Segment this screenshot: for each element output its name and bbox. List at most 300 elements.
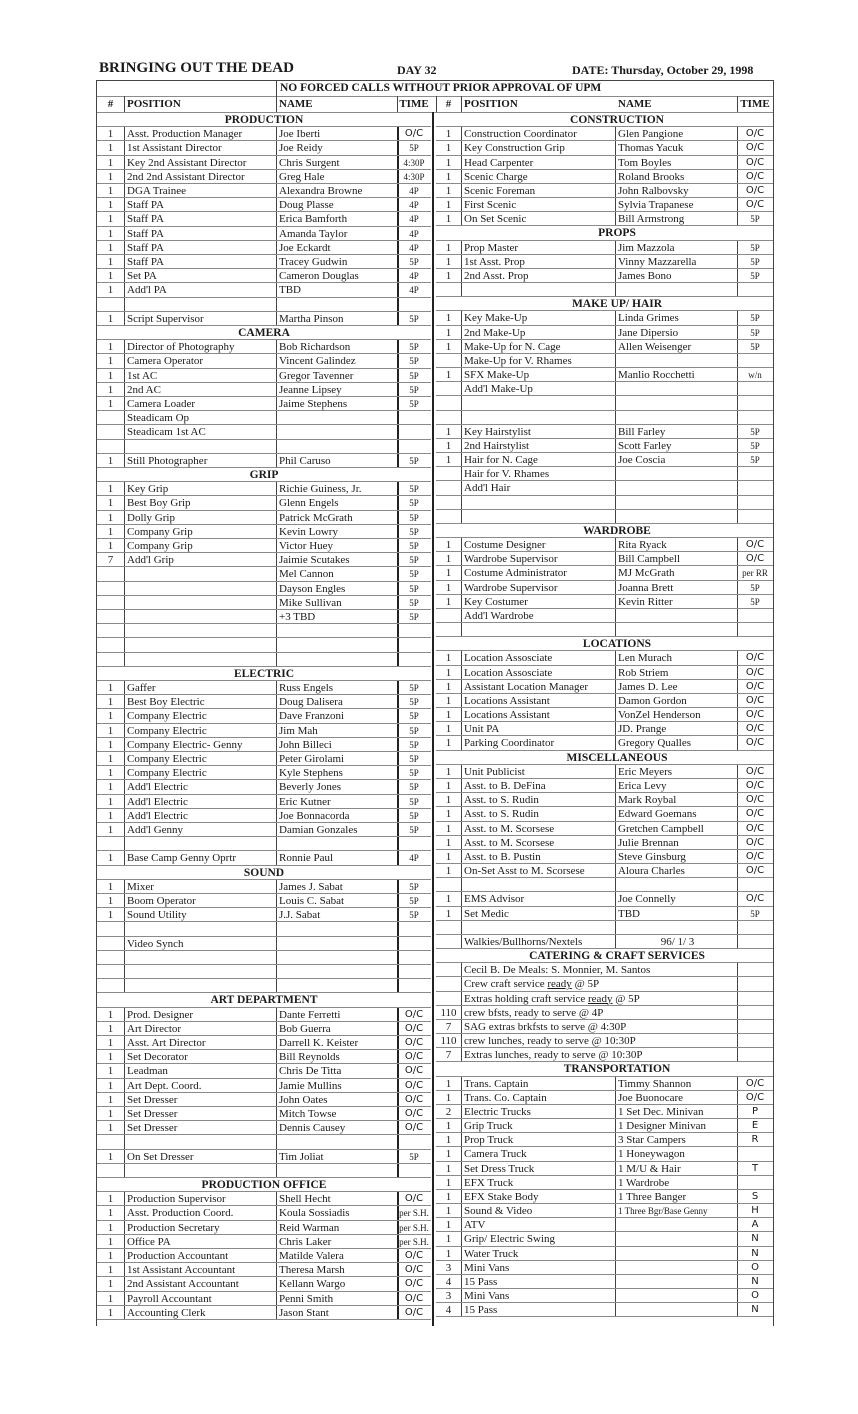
crew-name: Shell Hecht bbox=[279, 1193, 331, 1206]
column-divider bbox=[397, 1093, 399, 1107]
crew-name bbox=[618, 1275, 737, 1289]
crew-name bbox=[279, 965, 397, 979]
crew-position: Construction Coordinator bbox=[464, 128, 577, 141]
column-divider bbox=[615, 892, 616, 906]
crew-position: 2nd Hairstylist bbox=[464, 439, 530, 452]
crew-count bbox=[436, 609, 461, 623]
crew-name bbox=[618, 623, 737, 637]
call-time: T bbox=[751, 1162, 759, 1174]
column-divider bbox=[461, 807, 462, 821]
call-time: O/C bbox=[745, 794, 765, 806]
crew-name: Peter Girolami bbox=[279, 753, 345, 765]
column-divider bbox=[276, 525, 277, 539]
column-divider bbox=[276, 1249, 277, 1263]
crew-count: 1 bbox=[107, 1193, 114, 1206]
column-divider bbox=[737, 127, 738, 141]
call-time bbox=[737, 496, 773, 510]
column-divider bbox=[615, 326, 616, 340]
crew-row bbox=[436, 765, 773, 779]
column-divider bbox=[124, 724, 125, 738]
column-divider bbox=[124, 766, 125, 780]
column-divider bbox=[461, 1034, 462, 1048]
column-divider bbox=[124, 241, 125, 255]
crew-count: 1 bbox=[445, 1077, 452, 1090]
column-divider bbox=[737, 382, 738, 396]
column-divider bbox=[461, 1190, 462, 1204]
crew-name: Jim Mazzola bbox=[618, 241, 675, 254]
crew-row bbox=[97, 454, 431, 468]
crew-name: 1 Set Dec. Minivan bbox=[618, 1105, 704, 1118]
call-time: O/C bbox=[404, 128, 424, 140]
crew-row bbox=[436, 1275, 773, 1289]
crew-name: Erica Bamforth bbox=[279, 213, 348, 226]
crew-count: 1 bbox=[445, 425, 452, 438]
crew-position: Location Assosciate bbox=[464, 652, 553, 665]
crew-count bbox=[97, 922, 124, 936]
call-time: 5P bbox=[409, 754, 419, 764]
crew-row bbox=[436, 892, 773, 906]
column-divider bbox=[461, 425, 462, 439]
crew-position: Still Photographer bbox=[127, 454, 208, 467]
crew-row bbox=[97, 1192, 431, 1206]
crew-position: Asst. to B. Pustin bbox=[464, 850, 541, 863]
column-divider bbox=[397, 1263, 399, 1277]
crew-position: Asst. to S. Rudin bbox=[464, 794, 539, 807]
crew-name: Jamie Mullins bbox=[279, 1079, 342, 1092]
crew-name: Amanda Taylor bbox=[279, 227, 348, 240]
crew-position: Costume Designer bbox=[464, 539, 546, 552]
call-time: 5P bbox=[409, 910, 419, 921]
crew-count: 1 bbox=[107, 369, 114, 382]
crew-position: Walkies/Bullhorns/Nextels bbox=[464, 935, 583, 948]
crew-count: 1 bbox=[107, 682, 114, 694]
crew-row bbox=[97, 795, 431, 809]
crew-position: Asst. Art Director bbox=[127, 1037, 206, 1049]
column-divider bbox=[615, 1162, 616, 1176]
crew-position: Set Dress Truck bbox=[464, 1162, 535, 1175]
crew-name: James Bono bbox=[618, 269, 672, 282]
column-divider bbox=[397, 1121, 399, 1135]
crew-name: Doug Plasse bbox=[279, 199, 334, 212]
column-divider bbox=[124, 1150, 125, 1164]
crew-count: 1 bbox=[107, 185, 114, 197]
crew-position bbox=[464, 411, 615, 425]
crew-position: Make-Up for V. Rhames bbox=[464, 354, 572, 367]
crew-row bbox=[97, 823, 431, 837]
call-time: 5P bbox=[409, 257, 419, 267]
crew-position: Costume Administrator bbox=[464, 567, 567, 580]
column-divider bbox=[615, 694, 616, 708]
column-divider bbox=[737, 992, 738, 1006]
crew-count bbox=[97, 425, 124, 439]
crew-position bbox=[127, 951, 276, 965]
crew-name: Kevin Ritter bbox=[618, 595, 673, 608]
column-divider bbox=[276, 127, 277, 141]
column-divider bbox=[276, 681, 277, 695]
crew-position: EMS Advisor bbox=[464, 893, 525, 906]
call-time: O/C bbox=[404, 1306, 424, 1318]
column-divider bbox=[737, 566, 738, 580]
column-divider bbox=[397, 298, 399, 312]
column-divider bbox=[397, 823, 399, 837]
column-divider bbox=[276, 851, 277, 865]
column-divider bbox=[737, 453, 738, 467]
call-time: O/C bbox=[745, 723, 765, 735]
catering-note bbox=[464, 977, 740, 991]
column-divider bbox=[124, 454, 125, 468]
crew-name bbox=[618, 1303, 737, 1317]
crew-name bbox=[279, 411, 397, 425]
crew-position: Company Electric bbox=[127, 710, 207, 723]
catering-row bbox=[436, 1006, 773, 1020]
catering-note bbox=[464, 992, 740, 1006]
column-divider bbox=[615, 779, 616, 793]
column-header-name: NAME bbox=[618, 98, 652, 110]
crew-name: JD. Prange bbox=[618, 723, 667, 736]
column-divider bbox=[461, 935, 462, 949]
crew-row bbox=[436, 411, 773, 425]
crew-position: Trans. Co. Captain bbox=[464, 1091, 547, 1104]
crew-name bbox=[618, 382, 737, 396]
column-divider bbox=[276, 1121, 277, 1135]
crew-row bbox=[436, 623, 773, 637]
catering-row bbox=[436, 1020, 773, 1034]
column-divider bbox=[397, 653, 399, 667]
crew-name bbox=[279, 425, 397, 439]
column-divider bbox=[615, 581, 616, 595]
crew-count: 1 bbox=[107, 1221, 114, 1234]
meal-count bbox=[436, 977, 461, 991]
crew-row bbox=[97, 411, 431, 425]
crew-position: 2nd Assistant Accountant bbox=[127, 1278, 239, 1291]
column-divider bbox=[124, 383, 125, 397]
crew-row bbox=[97, 511, 431, 525]
crew-position: Asst. to M. Scorsese bbox=[464, 836, 555, 849]
column-divider bbox=[276, 1235, 277, 1249]
column-divider bbox=[737, 878, 738, 892]
crew-row bbox=[97, 894, 431, 908]
column-divider bbox=[737, 892, 738, 906]
column-divider bbox=[124, 1050, 125, 1064]
crew-name: 96/ 1/ 3 bbox=[660, 935, 695, 948]
crew-name: 3 Star Campers bbox=[618, 1134, 686, 1147]
crew-name: Greg Hale bbox=[279, 170, 325, 183]
column-divider bbox=[397, 1150, 399, 1164]
crew-count bbox=[436, 283, 461, 297]
crew-row bbox=[436, 481, 773, 495]
crew-row bbox=[97, 653, 431, 667]
call-time: O/C bbox=[404, 1093, 424, 1105]
column-divider bbox=[737, 722, 738, 736]
column-divider bbox=[276, 1192, 277, 1206]
call-time: 5P bbox=[409, 455, 419, 466]
crew-row bbox=[436, 425, 773, 439]
column-divider bbox=[461, 1261, 462, 1275]
column-divider bbox=[737, 1105, 738, 1119]
column-divider bbox=[615, 156, 616, 170]
column-divider bbox=[124, 1036, 125, 1050]
column-divider bbox=[397, 880, 399, 894]
crew-row bbox=[436, 354, 773, 368]
call-date: DATE: Thursday, October 29, 1998 bbox=[572, 63, 754, 77]
call-time: 5P bbox=[409, 498, 419, 509]
crew-count: 1 bbox=[445, 241, 452, 254]
crew-row bbox=[97, 1079, 431, 1093]
column-divider bbox=[397, 184, 399, 198]
call-time: O/C bbox=[404, 1122, 424, 1134]
crew-row bbox=[436, 779, 773, 793]
call-time: O/C bbox=[745, 893, 765, 905]
crew-count: 2 bbox=[445, 1105, 452, 1118]
column-divider bbox=[461, 184, 462, 198]
column-divider bbox=[737, 496, 738, 510]
crew-count: 1 bbox=[445, 184, 452, 197]
column-divider bbox=[737, 255, 738, 269]
crew-name: Darrell K. Keister bbox=[279, 1037, 359, 1049]
crew-count: 1 bbox=[445, 680, 452, 693]
crew-row bbox=[97, 440, 431, 454]
column-divider bbox=[276, 610, 277, 624]
call-time: 4P bbox=[409, 214, 419, 225]
crew-count: 1 bbox=[107, 781, 114, 794]
column-divider bbox=[737, 1133, 738, 1147]
column-divider bbox=[737, 538, 738, 552]
column-divider bbox=[737, 1218, 738, 1232]
column-divider bbox=[615, 141, 616, 155]
section-heading: MAKE UP/ HAIR bbox=[571, 298, 663, 311]
crew-row bbox=[97, 709, 431, 723]
crew-row bbox=[97, 482, 431, 496]
crew-position: Electric Trucks bbox=[464, 1105, 531, 1118]
column-divider bbox=[124, 397, 125, 411]
crew-row bbox=[97, 1206, 431, 1220]
crew-count: 1 bbox=[445, 128, 452, 141]
crew-position bbox=[127, 653, 276, 667]
call-time: O/C bbox=[404, 1264, 424, 1276]
column-divider bbox=[615, 666, 616, 680]
crew-name: Eric Kutner bbox=[279, 795, 331, 808]
column-divider bbox=[276, 582, 277, 596]
crew-row bbox=[97, 979, 431, 993]
call-time bbox=[737, 623, 773, 637]
call-time: 5P bbox=[409, 896, 419, 906]
call-time: 5P bbox=[409, 555, 419, 566]
column-divider bbox=[461, 283, 462, 297]
column-divider bbox=[397, 1249, 399, 1263]
column-divider bbox=[276, 141, 277, 155]
column-divider bbox=[737, 156, 738, 170]
section-heading: MISCELLANEOUS bbox=[566, 751, 668, 764]
column-divider bbox=[461, 1119, 462, 1133]
column-divider bbox=[276, 1206, 277, 1220]
column-divider bbox=[461, 651, 462, 665]
crew-row bbox=[97, 681, 431, 695]
call-time: 5P bbox=[409, 356, 419, 367]
crew-count: 1 bbox=[107, 241, 114, 254]
crew-count bbox=[97, 979, 124, 993]
crew-name: Jim Mah bbox=[279, 724, 318, 737]
catering-note-time: @ 5P bbox=[571, 978, 600, 991]
call-time: 5P bbox=[750, 582, 760, 593]
crew-name: Tom Boyles bbox=[618, 156, 672, 169]
call-time: O/C bbox=[404, 1193, 424, 1205]
crew-name: Joe Buonocare bbox=[618, 1091, 684, 1104]
call-time: 5P bbox=[750, 256, 760, 267]
crew-count: 1 bbox=[107, 795, 114, 808]
column-divider bbox=[461, 921, 462, 935]
column-divider bbox=[461, 878, 462, 892]
crew-row bbox=[436, 822, 773, 836]
column-divider bbox=[124, 227, 125, 241]
call-time: 5P bbox=[409, 370, 419, 381]
column-divider bbox=[124, 1022, 125, 1036]
column-divider bbox=[461, 269, 462, 283]
crew-row bbox=[436, 127, 773, 141]
column-divider bbox=[276, 1150, 277, 1164]
column-divider bbox=[397, 156, 399, 170]
crew-name: Scott Farley bbox=[618, 439, 672, 452]
crew-row bbox=[436, 1261, 773, 1275]
crew-count: 1 bbox=[107, 767, 114, 780]
column-divider bbox=[615, 1204, 616, 1218]
column-divider bbox=[397, 738, 399, 752]
column-divider bbox=[461, 722, 462, 736]
crew-name: John Billeci bbox=[279, 738, 332, 751]
column-divider bbox=[615, 467, 616, 481]
column-divider bbox=[124, 369, 125, 383]
crew-row bbox=[97, 1135, 431, 1149]
crew-position: Key 2nd Assistant Director bbox=[127, 156, 247, 169]
column-divider bbox=[461, 481, 462, 495]
crew-count bbox=[436, 396, 461, 410]
column-divider bbox=[397, 766, 399, 780]
crew-row bbox=[97, 170, 431, 184]
column-divider bbox=[737, 354, 738, 368]
call-time: N bbox=[751, 1233, 759, 1245]
crew-name: John Ralbovsky bbox=[618, 184, 689, 197]
crew-name: Victor Huey bbox=[279, 540, 334, 552]
crew-count: 1 bbox=[107, 1150, 114, 1163]
call-time: 5P bbox=[750, 426, 760, 437]
crew-count: 1 bbox=[107, 1264, 114, 1277]
call-time bbox=[397, 653, 431, 667]
crew-row bbox=[97, 738, 431, 752]
call-time bbox=[737, 935, 773, 949]
crew-row bbox=[97, 227, 431, 241]
meal-count bbox=[436, 963, 461, 977]
crew-row bbox=[97, 198, 431, 212]
column-divider bbox=[124, 908, 125, 922]
column-divider bbox=[124, 567, 125, 581]
column-divider bbox=[124, 312, 125, 326]
call-time bbox=[397, 951, 431, 965]
column-divider bbox=[615, 566, 616, 580]
crew-row bbox=[97, 1306, 431, 1320]
crew-name: Kevin Lowry bbox=[279, 525, 338, 538]
call-time: S bbox=[751, 1190, 759, 1202]
call-time: 5P bbox=[750, 327, 760, 338]
crew-count: 1 bbox=[445, 142, 452, 155]
crew-row bbox=[97, 383, 431, 397]
call-time: 5P bbox=[409, 1151, 419, 1162]
column-divider bbox=[615, 354, 616, 368]
column-divider bbox=[397, 1292, 399, 1306]
call-time: per S.H. bbox=[399, 1222, 429, 1233]
column-divider bbox=[397, 440, 399, 454]
crew-name: Damon Gordon bbox=[618, 694, 687, 707]
crew-row bbox=[97, 425, 431, 439]
crew-row bbox=[436, 283, 773, 297]
column-divider bbox=[124, 283, 125, 297]
call-time: 4:30P bbox=[403, 157, 425, 168]
column-divider bbox=[397, 894, 399, 908]
column-divider bbox=[276, 298, 277, 312]
crew-name: Richie Guiness, Jr. bbox=[279, 483, 362, 496]
column-divider bbox=[124, 610, 125, 624]
crew-row bbox=[436, 878, 773, 892]
call-time: O/C bbox=[745, 808, 765, 820]
crew-count: 1 bbox=[445, 213, 452, 226]
crew-name: Erica Levy bbox=[618, 779, 667, 792]
crew-row bbox=[97, 127, 431, 141]
crew-row bbox=[97, 780, 431, 794]
crew-count: 1 bbox=[445, 255, 452, 268]
crew-name: J.J. Sabat bbox=[279, 909, 321, 922]
crew-name: Joe Bonnacorda bbox=[279, 809, 350, 822]
crew-row bbox=[436, 680, 773, 694]
call-time: O/C bbox=[745, 539, 765, 551]
crew-name bbox=[618, 609, 737, 623]
crew-count: 4 bbox=[445, 1275, 452, 1288]
catering-row bbox=[436, 963, 773, 977]
crew-name: Mel Cannon bbox=[279, 568, 334, 581]
crew-name bbox=[618, 467, 737, 481]
crew-row bbox=[436, 864, 773, 878]
crew-count: 1 bbox=[107, 497, 114, 510]
catering-row bbox=[436, 1034, 773, 1048]
crew-count: 1 bbox=[107, 156, 114, 169]
column-divider bbox=[124, 354, 125, 368]
column-divider bbox=[397, 567, 399, 581]
column-divider bbox=[397, 1306, 399, 1320]
crew-position bbox=[464, 921, 615, 935]
crew-row bbox=[97, 624, 431, 638]
crew-row bbox=[436, 1289, 773, 1303]
column-divider bbox=[124, 198, 125, 212]
call-time: 5P bbox=[409, 810, 419, 821]
column-divider bbox=[615, 1218, 616, 1232]
crew-position: On Set Dresser bbox=[127, 1150, 194, 1163]
column-divider bbox=[124, 880, 125, 894]
crew-name bbox=[618, 1218, 737, 1232]
crew-count bbox=[97, 937, 124, 951]
crew-row bbox=[97, 184, 431, 198]
column-divider bbox=[615, 1133, 616, 1147]
crew-count: 1 bbox=[107, 1108, 114, 1120]
call-time: 5P bbox=[409, 711, 419, 722]
crew-count bbox=[97, 596, 124, 610]
crew-name: Joe Eckardt bbox=[279, 241, 331, 254]
column-divider bbox=[737, 396, 738, 410]
call-time bbox=[737, 609, 773, 623]
column-divider bbox=[124, 1164, 125, 1178]
crew-position: Locations Assistant bbox=[464, 694, 550, 707]
column-divider bbox=[461, 1006, 462, 1020]
column-divider bbox=[461, 1133, 462, 1147]
crew-count: 1 bbox=[107, 511, 114, 524]
crew-position: Camera Truck bbox=[464, 1148, 527, 1161]
call-time: O/C bbox=[404, 1008, 424, 1020]
